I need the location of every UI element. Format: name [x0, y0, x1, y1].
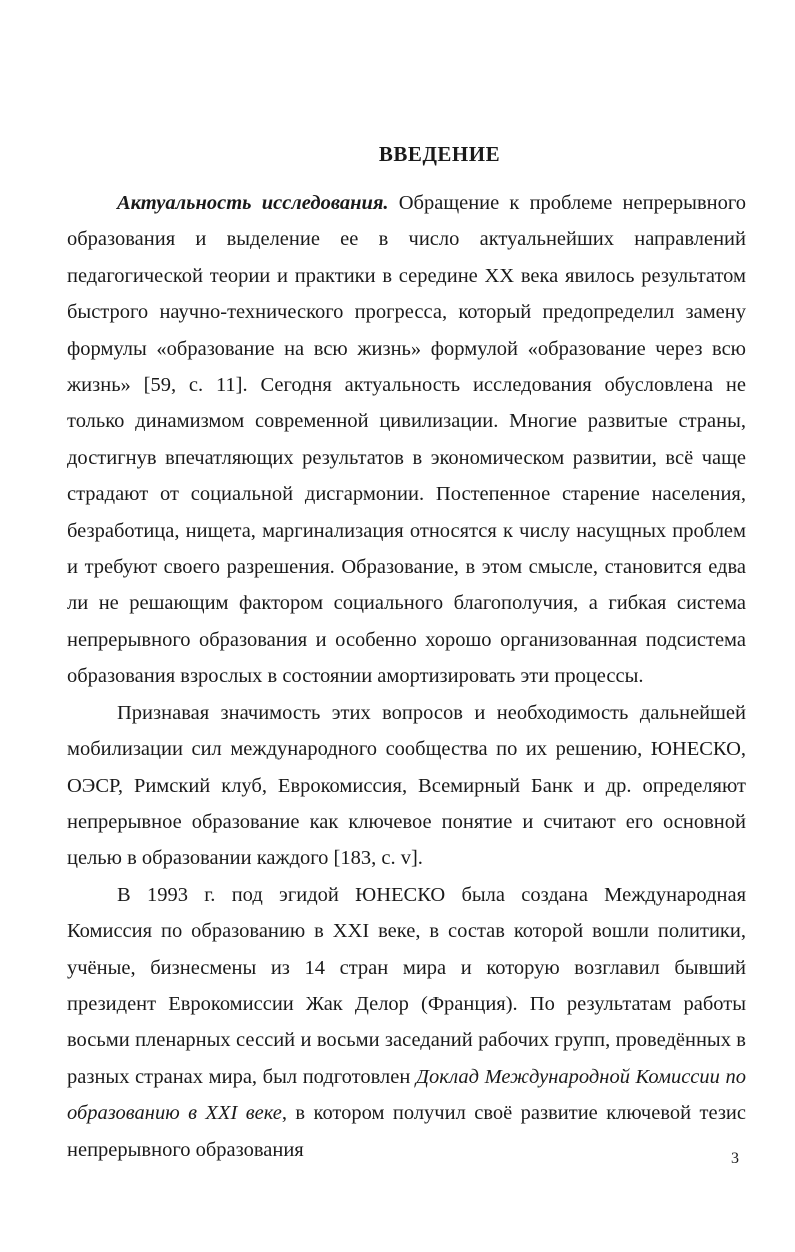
paragraph-commission-text-before: В 1993 г. под эгидой ЮНЕСКО была создана Международная Комиссия по образованию в XXI веке, в состав которой вошли политики, учёные, бизнесмены из 14 стран мира и которую возглавил бывший президент Еврокомиссии Жак Делор (Франция). По результатам работы восьми пленарных сессий и восьми заседаний рабочих групп, проведённых в разных странах мира, был подготовлен	[67, 883, 746, 1088]
lead-heading: Актуальность исследования.	[117, 192, 389, 214]
paragraph-commission	[67, 877, 746, 1168]
paragraph-relevance-text: Обращение к проблеме непрерывного образования и выделение ее в число актуальнейших направлений педагогической теории и практики в середине XX века явилось результатом быстрого научно-технического прогресса, который предопределил замену формулы «образование на всю жизнь» формулой «образование через всю жизнь» [59, с. 11]. Сегодня актуальность исследования обусловлена не только динамизмом современной цивилизации. Многие развитые страны, достигнув впечатляющих результатов в экономическом развитии, всё чаще страдают от социальной дисгармонии. Постепенное старение населения, безработица, нищета, маргинализация относятся к числу насущных проблем и требуют своего разрешения. Образование, в этом смысле, становится едва ли не решающим фактором социального благополучия, а гибкая система непрерывного образования и особенно хорошо организованная подсистема образования взрослых в состоянии амортизировать эти процессы.	[67, 192, 746, 688]
paragraph-commission-text-after: , в котором получил своё развитие ключевой тезис непрерывного образования	[67, 1102, 746, 1161]
paragraph-significance: Признавая значимость этих вопросов и необходимость дальнейшей мобилизации сил международного сообщества по их решению, ЮНЕСКО, ОЭСР, Римский клуб, Еврокомиссия, Всемирный Банк и др. определяют непрерывное образование как ключевое понятие и считают его основной целью в образовании каждого [183, с. v].	[67, 701, 746, 870]
page-title: ВВЕДЕНИЕ	[378, 142, 501, 166]
report-title: Доклад Международной Комиссии по образованию в XXI веке	[67, 1065, 746, 1125]
paragraph-relevance	[67, 185, 746, 695]
body-text	[67, 185, 746, 1168]
page-number: 3	[731, 1150, 739, 1167]
